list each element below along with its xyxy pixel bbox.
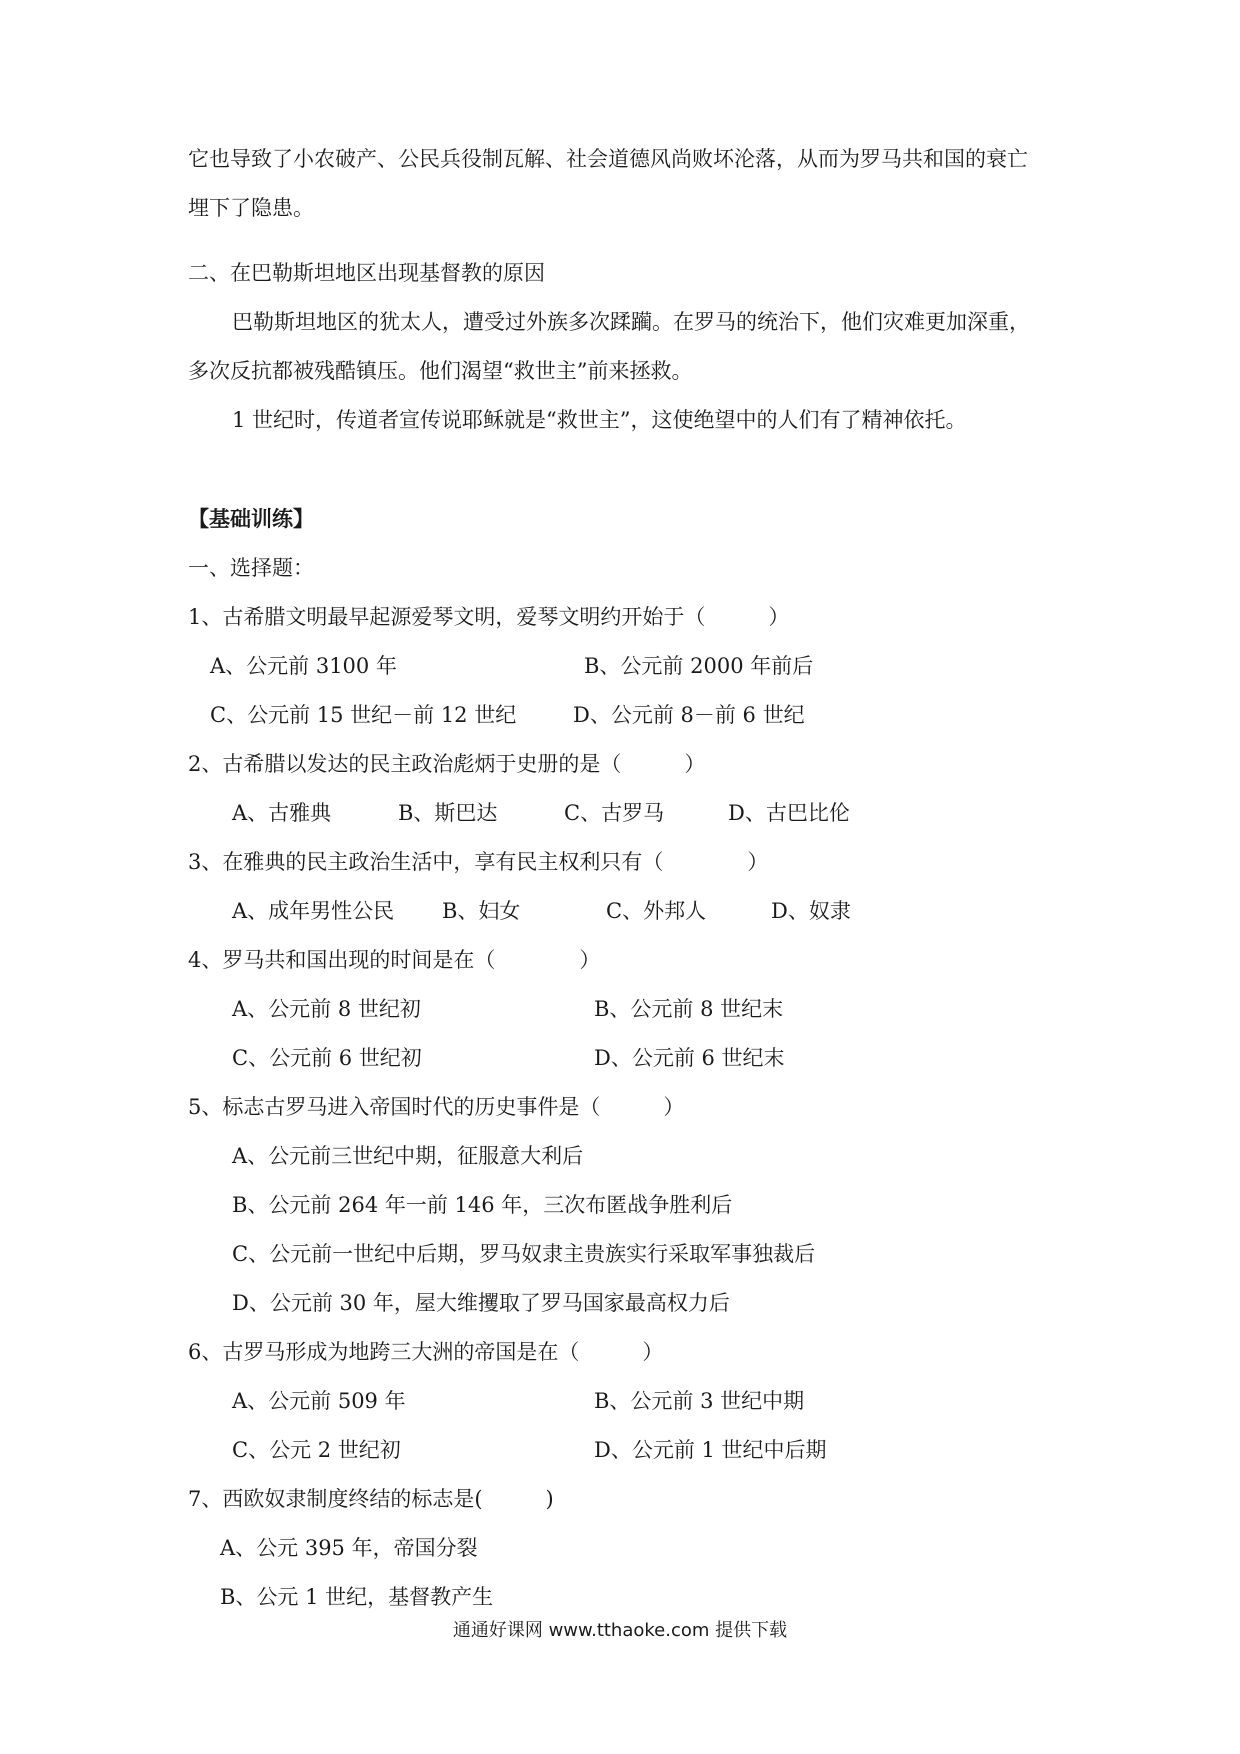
option: C、公元前 15 世纪－前 12 世纪 xyxy=(210,703,517,727)
option: A、古雅典 xyxy=(232,801,332,825)
paragraph-line: 巴勒斯坦地区的犹太人，遭受过外族多次蹂躏。在罗马的统治下，他们灾难更加深重， xyxy=(232,310,1030,334)
question-stem: 1、古希腊文明最早起源爱琴文明，爱琴文明约开始于（ ） xyxy=(188,605,790,629)
option: B、妇女 xyxy=(442,899,521,923)
question-stem: 6、古罗马形成为地跨三大洲的帝国是在（ ） xyxy=(188,1340,664,1364)
option: B、斯巴达 xyxy=(398,801,498,825)
option: B、公元前 3 世纪中期 xyxy=(594,1389,805,1413)
option: D、奴隶 xyxy=(771,899,851,923)
option: C、公元前一世纪中后期，罗马奴隶主贵族实行采取军事独裁后 xyxy=(232,1242,816,1266)
question-stem: 2、古希腊以发达的民主政治彪炳于史册的是（ ） xyxy=(188,752,706,776)
option: A、成年男性公民 xyxy=(232,899,395,923)
page-footer: 通通好课网 www.tthaoke.com 提供下载 xyxy=(452,1620,788,1641)
option: B、公元前 2000 年前后 xyxy=(584,654,814,678)
question-stem: 5、标志古罗马进入帝国时代的历史事件是（ ） xyxy=(188,1095,685,1119)
training-heading: 【基础训练】 xyxy=(188,506,314,531)
option: D、公元前 6 世纪末 xyxy=(594,1046,785,1070)
option: C、古罗马 xyxy=(564,801,665,825)
option: B、公元前 264 年一前 146 年，三次布匿战争胜利后 xyxy=(232,1193,733,1217)
paragraph-line: 1 世纪时，传道者宣传说耶稣就是“救世主”，这使绝望中的人们有了精神依托。 xyxy=(232,408,967,432)
option: A、公元前 8 世纪初 xyxy=(232,997,421,1021)
option: B、公元 1 世纪，基督教产生 xyxy=(220,1585,494,1609)
section-title: 二、在巴勒斯坦地区出现基督教的原因 xyxy=(188,261,545,285)
question-stem: 7、西欧奴隶制度终结的标志是( ) xyxy=(188,1487,554,1511)
option: C、公元前 6 世纪初 xyxy=(232,1046,422,1070)
paragraph-line: 它也导致了小农破产、公民兵役制瓦解、社会道德风尚败坏沦落，从而为罗马共和国的衰亡 xyxy=(188,147,1028,171)
option: C、外邦人 xyxy=(606,899,707,923)
paragraph-line: 多次反抗都被残酷镇压。他们渴望“救世主”前来拯救。 xyxy=(188,359,693,383)
option: B、公元前 8 世纪末 xyxy=(594,997,784,1021)
option: D、公元前 1 世纪中后期 xyxy=(594,1438,827,1462)
question-stem: 3、在雅典的民主政治生活中，享有民主权利只有（ ） xyxy=(188,850,769,874)
option: A、公元前三世纪中期，征服意大利后 xyxy=(232,1144,584,1168)
question-stem: 4、罗马共和国出现的时间是在（ ） xyxy=(188,948,601,972)
option: D、公元前 30 年，屋大维攫取了罗马国家最高权力后 xyxy=(232,1291,730,1315)
option: A、公元前 3100 年 xyxy=(210,654,397,678)
option: D、公元前 8－前 6 世纪 xyxy=(573,703,805,727)
option: A、公元前 509 年 xyxy=(232,1389,406,1413)
paragraph-line: 埋下了隐患。 xyxy=(188,196,314,220)
option: A、公元 395 年，帝国分裂 xyxy=(220,1536,478,1560)
section-title: 一、选择题： xyxy=(188,556,314,580)
option: C、公元 2 世纪初 xyxy=(232,1438,401,1462)
option: D、古巴比伦 xyxy=(728,801,850,825)
